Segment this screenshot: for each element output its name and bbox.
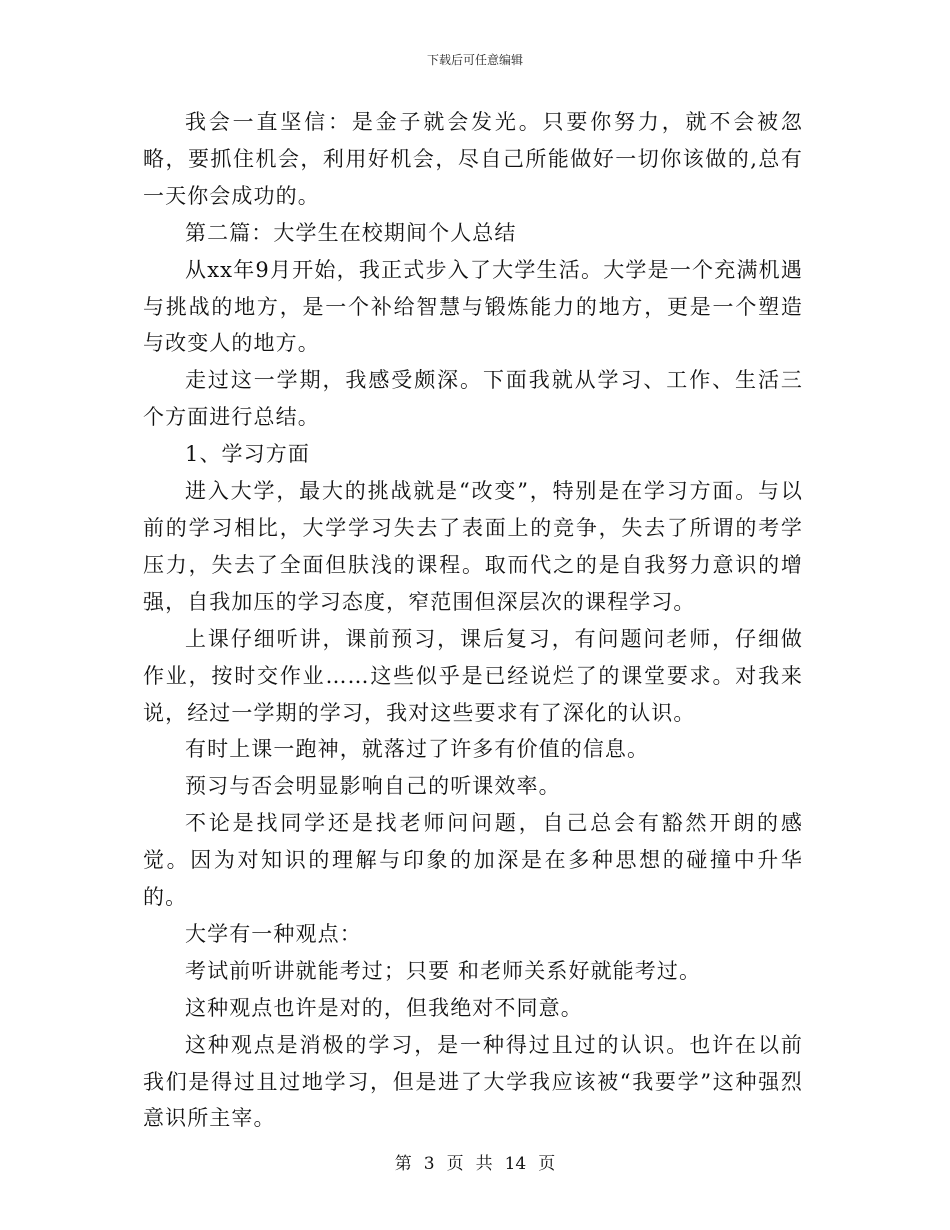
paragraph: 从xx年9月开始，我正式步入了大学生活。大学是一个充满机遇与挑战的地方，是一个补给智慧与锻炼能力的地方，更是一个塑造与改变人的地方。 (143, 257, 803, 356)
total-prefix: 共 (475, 1154, 493, 1174)
paragraph: 大学有一种观点： (185, 921, 362, 946)
subsection-heading: 1、学习方面 (185, 442, 310, 467)
paragraph: 走过这一学期，我感受颇深。下面我就从学习、工作、生活三个方面进行总结。 (143, 368, 803, 430)
document-body (143, 104, 803, 1137)
paragraph: 有时上课一跑神，就落过了许多有价值的信息。 (185, 737, 650, 762)
page-number: 3 (423, 1154, 435, 1174)
paragraph: 预习与否会明显影响自己的听课效率。 (185, 774, 561, 799)
page-footer (0, 1152, 950, 1176)
page-header: 下载后可任意编辑 (426, 53, 523, 67)
paragraph: 考试前听讲就能考过；只要 和老师关系好就能考过。 (185, 958, 702, 983)
total-suffix: 页 (538, 1154, 556, 1174)
page-prefix: 第 (394, 1154, 412, 1174)
paragraph: 我会一直坚信：是金子就会发光。只要你努力，就不会被忽略，要抓住机会，利用好机会，尽自己所能做好一切你该做的,总有一天你会成功的。 (143, 110, 803, 208)
paragraph: 这种观点也许是对的，但我绝对不同意。 (185, 995, 583, 1020)
total-pages: 14 (504, 1154, 527, 1174)
paragraph: 不论是找同学还是找老师问问题，自己总会有豁然开朗的感觉。因为对知识的理解与印象的加深是在多种思想的碰撞中升华的。 (143, 811, 803, 910)
paragraph: 这种观点是消极的学习，是一种得过且过的认识。也许在以前我们是得过且过地学习，但是进了大学我应该被“我要学”这种强烈意识所主宰。 (143, 1032, 803, 1131)
paragraph: 上课仔细听讲，课前预习，课后复习，有问题问老师，仔细做作业，按时交作业……这些似乎是已经说烂了的课堂要求。对我来说，经过一学期的学习，我对这些要求有了深化的认识。 (143, 626, 803, 725)
paragraph: 进入大学，最大的挑战就是“改变”，特别是在学习方面。与以前的学习相比，大学学习失去了表面上的竞争，失去了所谓的考学压力，失去了全面但肤浅的课程。取而代之的是自我努力意识的增强，自我加压的学习态度，窄范围但深层次的课程学习。 (143, 479, 803, 614)
section-heading: 第二篇：大学生在校期间个人总结 (185, 220, 517, 245)
page-mid: 页 (446, 1154, 464, 1174)
